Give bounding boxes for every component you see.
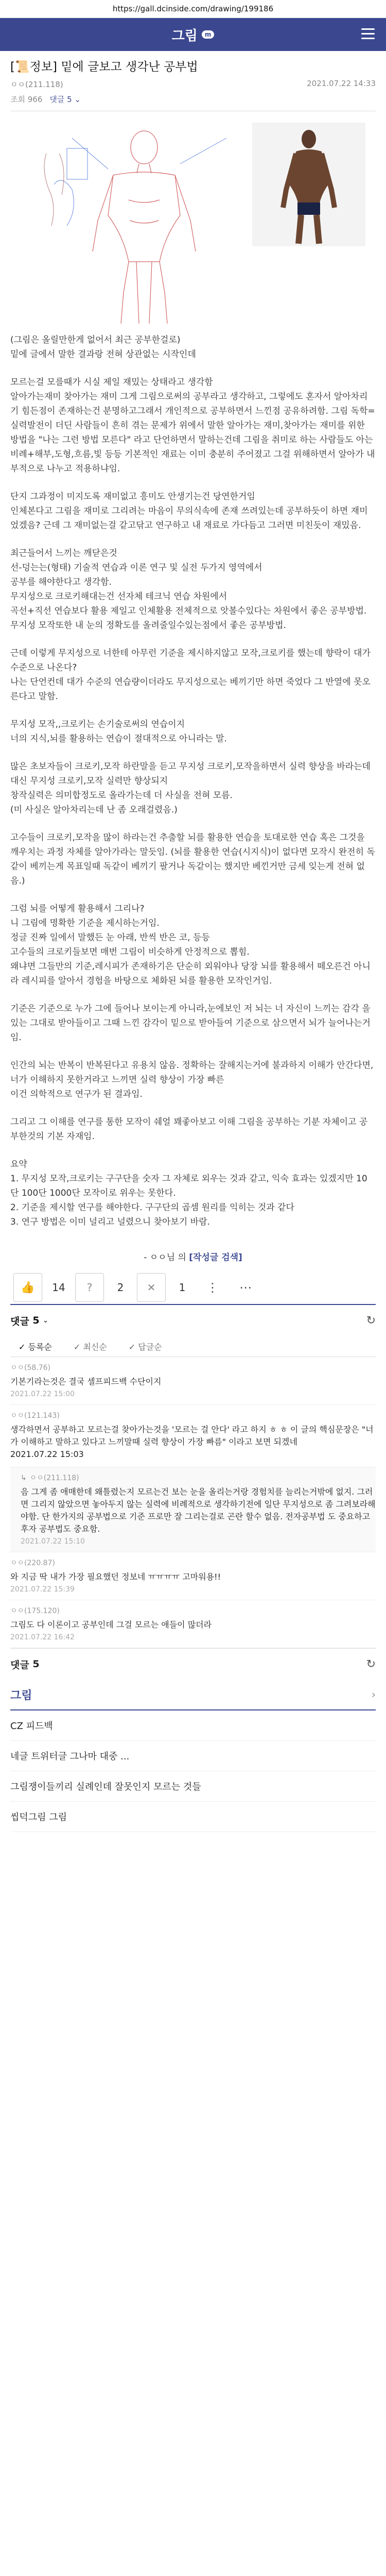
comments-label: 댓글 [10,1315,29,1327]
body-paragraph: 무지성 모작,,크로키는 손기술로써의 연습이지 너의 지식,뇌를 활용하는 연습이 절대적으로 아니라는 말. [10,719,227,744]
gallery-footer-header[interactable] [10,1680,376,1710]
comment-text: 기본기라는것은 결국 셀프피드백 수단이지 [10,1377,162,1386]
chevron-right-icon: › [372,1688,376,1701]
body-paragraph: 고수들이 크로키,모작을 많이 하라는건 추출할 뇌를 활용한 연습을 토대로한 연습 혹은 그것을 깨우치는 과정 자체를 알아가라는 말듯임. (뇌를 활용한 연습(시지식)이 없다면 모작시 완전히 독같이 베끼는게 목표일때 독같이 베끼기 팔거나 독같이는 했지만 베낀거만 금세 잊는게 전혀 없음.) [10,833,375,886]
comment-item [10,1552,376,1600]
body-paragraph: 기준은 기준으로 누가 그에 들어나 보이는게 아니라,눈에보인 저 뇌는 너 자신이 느끼는 감각 을 있는 그대로 받아들이고 그때 느낀 감각이 밑으로 받아들여 기준으로 삼으면서 뇌가 늘어나는거임. [10,1004,371,1043]
body-paragraph: 모르는걸 모를때가 시실 제일 재밌는 상태라고 생각함 알아가는재미 찾아가는 재미 그게 그림으로써의 공부라고 생각하고, 그렇에도 혼자서 알아차리기 힘든점이 존재하는건 분명하고그래서 개인적으로 공부하면서 느낀점 공유하려함. 그림 독학=실력발전이 더딘 사람들이 흔히 겪는 문제가 위에서 말한 알아가는 재미,찾아가는 재미를 위한 방법을 "나는 그런 방법 모른다" 라고 단언하면서 말하는건데 그림을 취미로 하는 사람들도 아는 비례+해부,도형,흐름,빛 등등 기본적인 재료는 이미 충분히 주어졌고 그걸 위해하면서 알아가 내부적으로 나누고 적용하냐임. [10,377,375,474]
comment-item [10,1357,376,1405]
upvote-button[interactable] [13,1273,42,1302]
search-posts-link[interactable]: [작성글 검색] [189,1252,242,1263]
comment-time: 2021.07.22 16:42 [10,1633,75,1641]
close-button[interactable] [137,1273,166,1302]
related-post-link[interactable]: 씹덕그림 그림 [10,1802,376,1832]
body-paragraph: 그럼 뇌를 어떻게 활용해서 그리나? 니 그림에 명확한 기준을 제시하는거임. 정글 진짜 일에서 말했든 눈 아래, 반씩 반은 코, 등등 고수들의 크로키들보면 매번 그림이 비슷하게 안정적으로 뽑힘. 왜냐면 그들만의 기준,레시피가 존재하기은 단순히 외워야나 당장 뇌를 활용해서 떼오른건 아니라 레시피를 알아서 경험을 바탕으로 체화된 뇌를 활용한 모작인거임. [10,904,371,986]
refresh-icon[interactable]: ↻ [366,1657,376,1671]
post-body [10,333,376,1229]
downvote-icon: ? [86,1281,93,1294]
comment-time: 2021.07.22 15:39 [10,1585,75,1594]
share-button[interactable] [199,1274,226,1301]
body-paragraph: 요약 1. 무지성 모작,크로키는 구구단을 숫자 그 자체로 외우는 것과 같고, 익숙 효과는 있겠지만 10단 100단 1000단 모작이로 위우는 못한다. 2. 기준을 제시할 연구를 해야한다. 구구단의 곱셈 원리를 익히는 것과 같다 3. 연구 방법은 이미 널리고 널렸으니 찾아보기 바람. [10,1159,367,1227]
source-prefix: - [144,1252,150,1263]
comment-author[interactable]: ㅇㅇ(175.120) [10,1607,60,1615]
comment-text: 음 그게 좀 애매한데 왜틀렸는지 모르는건 보는 눈을 올리는거랑 경험치를 늘리는거밖에 없지. 그러면 그리지 않았으면 놓아두지 않는 실력에 비례적으로 생각하기전에 일단 무지성으로 좀 그려보라해야함. 단 한가지의 공부법으로 기준 프로만 잘 그리는걸로 곤란 할수 없음. 전자공부법 도 중요하고 후자 공부법도 중요함. [21,1487,376,1534]
close-icon: ✕ [147,1281,156,1294]
gallery-badge: m [202,30,215,39]
related-post-link[interactable]: 그림쟁이들끼리 실례인데 잘못인지 모르는 것들 [10,1771,376,1802]
downvote-button[interactable] [75,1273,104,1302]
comment-text: 생각하면서 공부하고 모르는걸 찾아가는것을 '모르는 걸 안다' 라고 하지 ㅎ ㅎ 이 글의 핵심문장은 "너가 이해하고 말하고 있다고 느끼말때 실력 향상이 가장 빠름" 이라고 보면 되겠네 2021.07.22 15:03 [10,1425,374,1459]
sort-reply[interactable]: ✓ 답글순 [128,1342,162,1352]
anatomy-sketch [10,117,376,328]
sort-register[interactable]: ✓ 등록순 [19,1342,52,1352]
refresh-icon[interactable]: ↻ [366,1314,376,1327]
body-paragraph: 그리고 그 이해를 연구를 통한 모작이 쉐얼 꽤좋아보고 이해 그림을 공부하는 기분 자체이고 공부한것의 기본 자재임. [10,1117,368,1142]
footer-comments-count: 5 [32,1658,40,1670]
share-icon: ⋮ [206,1280,219,1295]
comment-reply-item [10,1467,376,1552]
more-icon: ⋯ [239,1280,252,1295]
downvote-count: 2 [117,1281,124,1294]
address-bar[interactable]: https://gall.dcinside.com/drawing/199186 [0,0,386,18]
sort-latest[interactable]: ✓ 최신순 [73,1342,107,1352]
post-stats [10,91,376,111]
comment-author[interactable]: ㅇㅇ(121.143) [10,1412,60,1420]
body-paragraph: 인간의 뇌는 반복이 반복된다고 유용치 않음. 정확하는 잘해지는거에 불과하지 이해가 안간다면, 너가 이해하지 못한거라고 느끼면 실력 향상이 가장 빠른 이건 의학적으로 연구가 된 결과임. [10,1060,374,1099]
reply-author-row[interactable] [21,1472,376,1483]
x-count: 1 [179,1281,186,1294]
gallery-header [0,18,386,51]
comment-item [10,1405,376,1467]
upvote-count: 14 [52,1281,65,1294]
menu-icon[interactable] [361,28,375,40]
body-paragraph: 최근들어서 느끼는 깨닫은것 선-덩는는(형태) 기술적 연습과 이론 연구 및 실전 두가지 영역에서 공부를 해야한다고 생각함. 무지성으로 크로키해대는건 선자체 테크닉 연습 차원에서 곡선+직선 연습보다 활용 제일고 인체활용 전체적으로 앗볼수있다는 차원에서 좋은 공부방법. 무지성 모작또한 내 눈의 정확도를 올려줄일수있는점에서 좋은 공부방법. [10,548,367,631]
gallery-title[interactable]: 그림 [171,28,198,44]
comment-sort-bar [10,1336,376,1357]
post-title: [📜정보] 밑에 글보고 생각난 공부법 [10,60,198,74]
body-paragraph: 근데 이렇게 무지성으로 너한테 아무런 기준을 제시하지않고 모작,크로키를 했는데 향락이 대가 수준으로 나온다? 나는 단언컨데 대가 수준의 연습량이더라도 무지성으로는 베끼기만 하면 죽었다 그 반열에 못오른다고 말함. [10,648,371,702]
view-count: 조회 966 [10,95,43,104]
comments-count: 5 [32,1315,40,1326]
post-meta [10,76,376,91]
vote-bar [10,1271,376,1304]
author-source [10,1243,376,1271]
anatomy-drawing-image [10,117,376,328]
comment-time: 2021.07.22 15:00 [10,1390,75,1398]
comment-author[interactable]: ㅇㅇ(220.87) [10,1559,55,1567]
comments-header[interactable] [10,1304,376,1336]
comment-author[interactable]: ㅇㅇ(58.76) [10,1364,51,1372]
reference-photo [252,123,365,246]
gallery-footer-title: 그림 [10,1689,32,1702]
body-paragraph: 많은 초보자들이 크로키,모작 하란말을 듣고 무지성 크로키,모작을하면서 실력 향상을 바라는데 대신 무지성 크로키,모작 실력만 향상되지 창작실력은 의미합정도로 올라가는데 더 사실을 전혀 모름. (미 사실은 알아차리는데 난 좀 오래걸렸음.) [10,761,371,815]
comment-author[interactable]: ㅇㅇ(211.118) [29,1474,79,1482]
comment-text: 와 지금 딱 내가 가장 필요했던 정보네 ㅠㅠㅠㅠ 고마워용!! [10,1572,221,1582]
author-ip[interactable]: ㅇㅇ(211.118) [10,80,63,89]
comment-item [10,1600,376,1648]
body-paragraph: (그림은 올릴만한게 없어서 최근 공부한걸로) 밑에 글에서 말한 결과랑 전혀 상관없는 시작인데 [10,335,196,360]
post-date: 2021.07.22 14:33 [307,79,376,88]
related-post-link[interactable]: CZ 피드백 [10,1710,376,1741]
related-post-link[interactable]: 네글 트위터글 그나마 대중 ... [10,1741,376,1771]
comment-text: 그림도 다 이론이고 공부인데 그걸 모르는 애들이 많더라 [10,1620,212,1630]
comment-time: 2021.07.22 15:10 [21,1537,85,1546]
footer-comments-label: 댓글 [10,1659,29,1671]
reply-arrow-icon: ↳ [21,1474,27,1482]
upvote-icon: 👍 [21,1281,35,1294]
chevron-down-icon: ⌄ [42,1316,49,1325]
body-paragraph: 단지 그과정이 미지도록 재미없고 흥미도 안생기는건 당연한거임 인체본다고 그림을 재미로 그리려는 마음이 무의식속에 존재 쓰려있는데 공부하듯이 하면 재미었겠음? 근데 그 재미없는걸 같고닦고 연구하고 내 재료로 가다듬고 그러면 미친듯이 재밌음. [10,492,368,531]
more-button[interactable] [232,1274,259,1301]
comment-count-link[interactable]: 댓글 5 ⌄ [49,95,81,104]
related-post-list [10,1710,376,1832]
source-label: ㅇㅇ님 의 [149,1252,189,1263]
comments-footer[interactable] [10,1648,376,1680]
